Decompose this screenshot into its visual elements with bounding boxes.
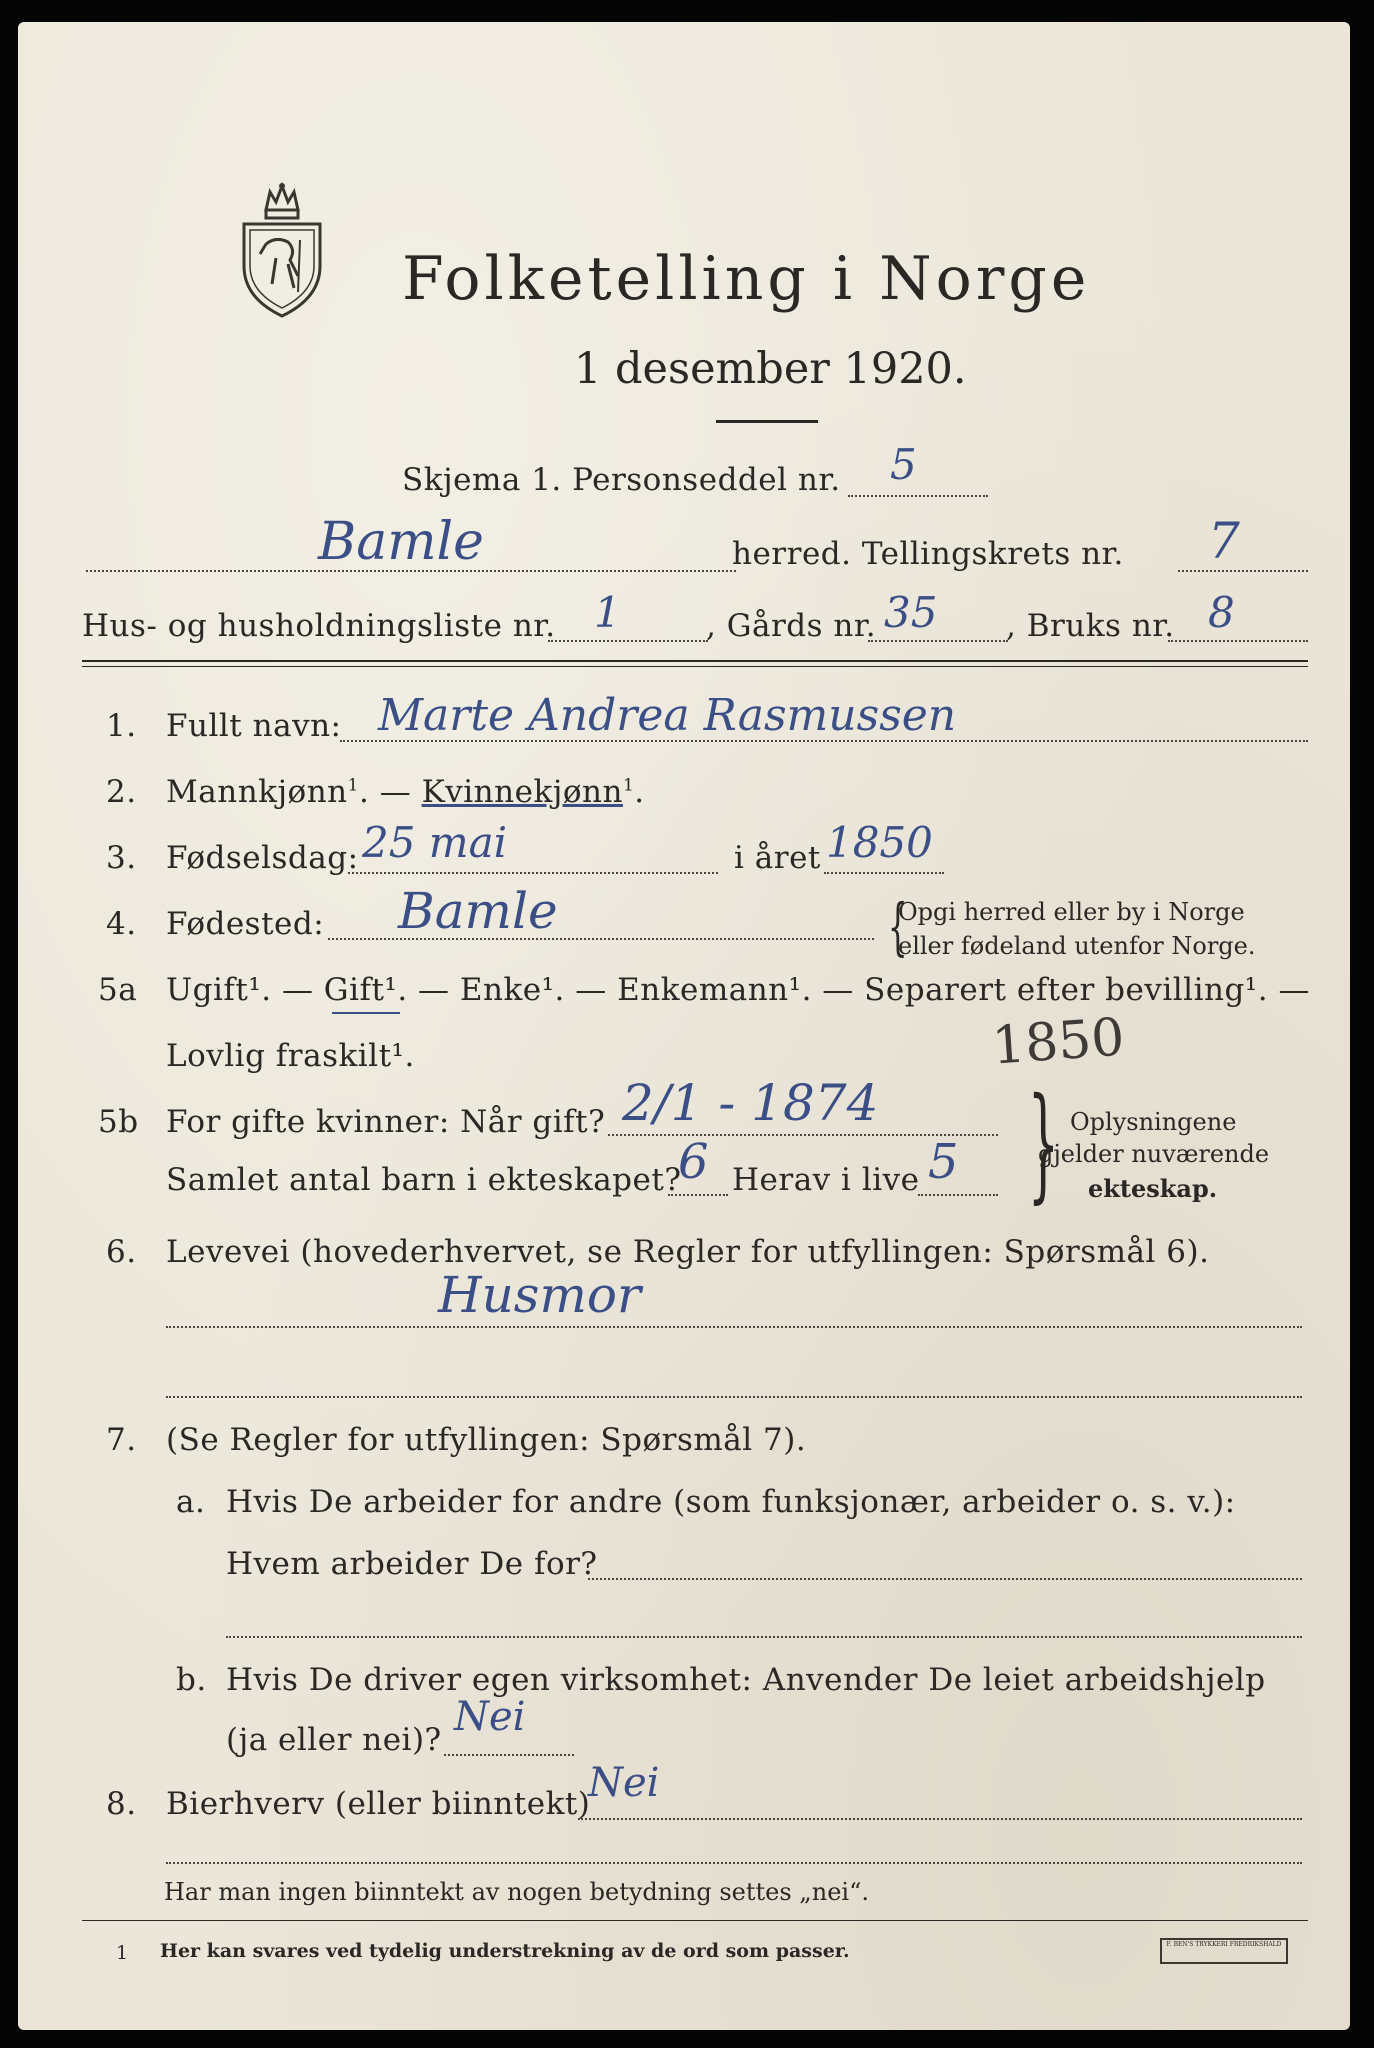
q7b-answer-line [444,1754,574,1756]
q4-note-1: Opgi herred eller by i Norge [898,898,1245,926]
q6-label: Levevei (hovederhvervet, se Regler for utfyllingen: Spørsmål 6). [166,1234,1210,1270]
printer-stamp: F. BEN'S TRYKKERI FREDRIKSHALD [1160,1938,1288,1964]
bruks-label: , Bruks nr. [1006,608,1175,644]
q3-number: 3. [106,840,137,876]
q5b-label-3: Herav i live [732,1162,920,1198]
birthplace-value: Bamle [398,882,558,940]
q6-line-2 [166,1396,1302,1398]
herred-label: herred. Tellingskrets nr. [732,536,1124,572]
q4-label: Fødested: [166,906,325,942]
gift-underline [332,1012,400,1014]
q7a-answer-line [588,1578,1302,1580]
q6-number: 6. [106,1234,137,1270]
q7b-line-2: (ja eller nei)? [226,1722,442,1758]
krets-line [1178,570,1308,572]
q7-label: (Se Regler for utfyllingen: Spørsmål 7). [166,1422,807,1458]
q4-brace: { [887,890,908,963]
q5b-line-3 [918,1194,998,1196]
schema-label: Skjema 1. Personseddel nr. [402,462,841,498]
title-divider [716,420,818,423]
q4-number: 4. [106,906,137,942]
year-label: i året [734,840,821,876]
schema-number-value: 5 [890,440,917,489]
q8-answer-line [578,1818,1302,1820]
full-name-value: Marte Andrea Rasmussen [378,690,957,741]
liste-value: 1 [594,588,621,637]
q7b-number: b. [176,1662,207,1698]
gards-line [868,640,1008,642]
q1-number: 1. [106,708,137,744]
herred-value: Bamle [318,512,484,572]
q5b-line-2 [668,1194,728,1196]
year-line [824,872,944,874]
q7a-line-1: Hvis De arbeider for andre (som funksjonær, arbeider o. s. v.): [226,1484,1236,1520]
bruks-value: 8 [1208,588,1235,637]
option-kvinnekjonn: Kvinnekjønn [421,774,623,810]
q5b-note-1: Oplysningene [1070,1108,1237,1136]
q4-note-2: eller fødeland utenfor Norge. [898,932,1256,960]
q2-end: . [634,774,645,810]
q5b-note-3: ekteskap. [1088,1174,1218,1203]
footnote-mark: 1 [116,1942,129,1964]
marriage-date-value: 2/1 - 1874 [622,1074,879,1132]
hired-help-value: Nei [454,1694,526,1740]
occupation-value: Husmor [438,1266,641,1324]
census-form [18,22,1350,2030]
q7a-answer-line-2 [226,1636,1302,1638]
footer-rule [82,1920,1308,1921]
q1-label: Fullt navn: [166,708,342,744]
census-date: 1 desember 1920. [574,344,967,394]
q3-line [348,872,718,874]
liste-line [548,640,708,642]
q5b-note-2: gjelder nuværende [1038,1140,1270,1168]
schema-number-line [848,495,988,497]
q5b-number: 5b [98,1104,139,1140]
footnote-text: Her kan svares ved tydelig understrekning av de ord som passer. [160,1940,850,1962]
q5a-number: 5a [98,972,138,1008]
q5b-brace: } [1027,1072,1060,1216]
coat-of-arms-icon [236,180,328,320]
gards-value: 35 [884,588,938,637]
children-count-value: 6 [678,1134,709,1190]
krets-value: 7 [1208,512,1240,570]
q3-label: Fødselsdag: [166,840,359,876]
q5b-label-2: Samlet antal barn i ekteskapet? [166,1162,682,1198]
header-rule-1 [82,660,1308,662]
gards-label: , Gårds nr. [706,608,877,644]
header-rule-2 [82,666,1308,667]
bruks-line [1168,640,1308,642]
q8-answer-line-2 [166,1862,1302,1864]
q5a-line2: Lovlig fraskilt¹. [166,1038,415,1074]
q5b-label-1: For gifte kvinner: Når gift? [166,1104,606,1140]
option-mannkjonn: Mannkjønn [166,774,348,810]
side-income-value: Nei [588,1760,660,1806]
q2-options: Mannkjønn$^1$. — Kvinnekjønn$^1$. [166,774,645,810]
birth-year-value: 1850 [826,818,933,867]
q6-line-1 [166,1326,1302,1328]
q7a-line-2: Hvem arbeider De for? [226,1546,598,1582]
q5a-line1: Ugift¹. — Gift¹. — Enke¹. — Enkemann¹. — Separert efter bevilling¹. — [166,972,1310,1008]
q7b-line-1: Hvis De driver egen virksomhet: Anvender De leiet arbeidshjelp [226,1662,1266,1698]
birthday-value: 25 mai [362,818,508,867]
q7a-number: a. [176,1484,206,1520]
form-title: Folketelling i Norge [402,244,1091,314]
q8-label: Bierhverv (eller biinntekt) [166,1786,591,1822]
children-living-value: 5 [928,1134,959,1190]
footer-note: Har man ingen biinntekt av nogen betydning settes „nei“. [164,1878,869,1906]
margin-note-year: 1850 [990,1007,1127,1077]
q8-number: 8. [106,1786,137,1822]
q2-separator: . — [359,774,412,810]
q2-number: 2. [106,774,137,810]
liste-label: Hus- og husholdningsliste nr. [82,608,556,644]
q7-number: 7. [106,1422,137,1458]
